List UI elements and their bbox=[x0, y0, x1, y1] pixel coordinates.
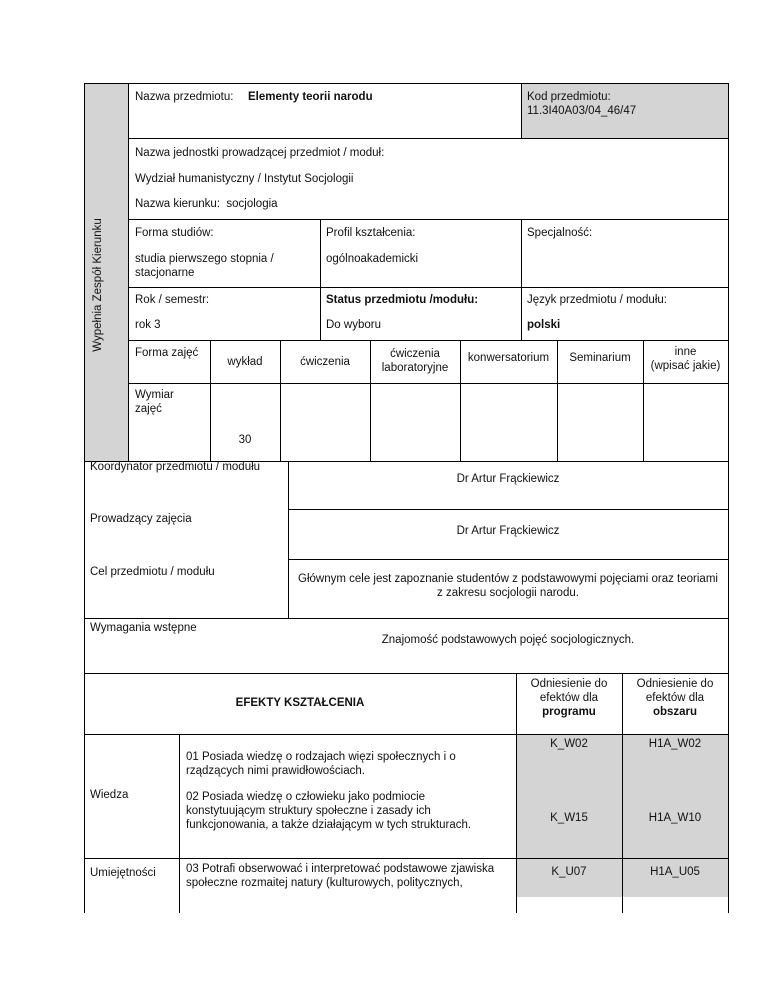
rule bbox=[128, 83, 129, 461]
effect-03-line-2: społeczne rozmaitej natury (kulturowych, politycznych, bbox=[186, 877, 463, 889]
status-value: Do wyboru bbox=[326, 319, 381, 331]
effect-03-prog: K_U07 bbox=[551, 866, 587, 878]
cel-label: Cel przedmiotu / modułu bbox=[90, 566, 215, 578]
unit-value: Wydział humanistyczny / Instytut Socjologii bbox=[135, 173, 354, 185]
effect-01-prog: K_W02 bbox=[550, 738, 588, 750]
rok-label: Rok / semestr: bbox=[135, 294, 210, 306]
spec-label: Specjalność: bbox=[527, 227, 593, 239]
cel-value-2: z zakresu socjologii narodu. bbox=[437, 587, 579, 599]
rule bbox=[84, 618, 728, 619]
effect-01-obsz: H1A_W02 bbox=[648, 738, 702, 750]
rule bbox=[521, 83, 522, 138]
effect-02-obsz: H1A_W10 bbox=[648, 812, 702, 824]
code-label: Kod przedmiotu: bbox=[527, 91, 611, 103]
koord-value: Dr Artur Frąckiewicz bbox=[456, 473, 560, 485]
obsz-header-1: Odniesienie do bbox=[636, 678, 714, 690]
wymiar-label-2: zajęć bbox=[135, 403, 162, 415]
col-seminarium: Seminarium bbox=[569, 352, 631, 364]
col-inne-1: inne bbox=[674, 346, 697, 358]
field-label: Nazwa kierunku: socjologia bbox=[135, 198, 278, 210]
obsz-header-2: efektów dla bbox=[645, 692, 705, 704]
effect-03-obsz: H1A_U05 bbox=[650, 866, 700, 878]
rule bbox=[84, 83, 85, 461]
prow-value: Dr Artur Frąckiewicz bbox=[456, 525, 560, 537]
effect-02-line-2: konstytuującym struktury społeczne i zasady ich bbox=[186, 805, 431, 817]
code-value: 11.3I40A03/04_46/47 bbox=[527, 105, 637, 117]
rule bbox=[288, 509, 728, 510]
rule bbox=[521, 219, 522, 340]
col-cwiczenia: ćwiczenia bbox=[300, 356, 350, 368]
rule bbox=[84, 461, 85, 913]
prog-header-1: Odniesienie do bbox=[530, 678, 608, 690]
col-wyklad: wykład bbox=[227, 356, 263, 368]
effects-title: EFEKTY KSZTAŁCENIA bbox=[235, 697, 365, 709]
effect-02-line-3: funkcjonowania, a także działającym w tych strukturach. bbox=[186, 819, 472, 831]
side-label: Wypełnia Zespół Kierunku bbox=[92, 218, 104, 352]
subject-label: Nazwa przedmiotu: bbox=[135, 91, 234, 103]
rule bbox=[728, 83, 729, 913]
rule bbox=[288, 559, 728, 560]
rule bbox=[128, 138, 728, 139]
rule bbox=[84, 83, 728, 84]
profil-label: Profil kształcenia: bbox=[326, 227, 416, 239]
forma-value-2: stacjonarne bbox=[135, 267, 195, 279]
col-cw-lab-2: laboratoryjne bbox=[381, 362, 449, 374]
effect-01-line-1: 01 Posiada wiedzę o rodzajach więzi społecznych i o bbox=[186, 751, 456, 763]
effect-02-prog: K_W15 bbox=[550, 812, 588, 824]
wymiar-label-1: Wymiar bbox=[135, 389, 174, 401]
rok-value: rok 3 bbox=[135, 319, 161, 331]
effect-03-line-1: 03 Potrafi obserwować i interpretować podstawowe zjawiska bbox=[186, 863, 495, 875]
forma-zajec-label: Forma zajęć bbox=[135, 347, 199, 359]
rule bbox=[179, 734, 180, 913]
wyklad-hours: 30 bbox=[238, 434, 252, 446]
rule bbox=[128, 287, 728, 288]
effect-02-line-1: 02 Posiada wiedzę o człowieku jako podmiocie bbox=[186, 791, 426, 803]
prog-header-2: efektów dla bbox=[539, 692, 599, 704]
rule bbox=[320, 219, 321, 340]
rule bbox=[128, 383, 728, 384]
subject-name: Elementy teorii narodu bbox=[248, 91, 373, 103]
rule bbox=[128, 219, 728, 220]
forma-value-1: studia pierwszego stopnia / bbox=[135, 253, 274, 265]
rule bbox=[84, 734, 728, 735]
prog-header-3: programu bbox=[542, 706, 596, 718]
field-value: socjologia bbox=[226, 198, 278, 210]
obsz-header-3: obszaru bbox=[652, 706, 698, 718]
rule bbox=[84, 673, 728, 674]
wiedza-label: Wiedza bbox=[90, 789, 129, 801]
profil-value: ogólnoakademicki bbox=[326, 253, 419, 265]
jezyk-label: Język przedmiotu / modułu: bbox=[527, 294, 667, 306]
wym-label: Wymagania wstępne bbox=[90, 622, 197, 634]
cel-value-1: Głównym cele jest zapoznanie studentów z podstawowymi pojęciami oraz teoriami bbox=[298, 573, 718, 585]
effect-01-line-2: rządzących nimi prawidłowościach. bbox=[186, 765, 365, 777]
rule bbox=[84, 858, 728, 859]
wym-value: Znajomość podstawowych pojęć socjologicznych. bbox=[381, 634, 635, 646]
jezyk-value: polski bbox=[527, 319, 561, 331]
umiejetnosci-label: Umiejętności bbox=[90, 867, 156, 879]
col-cw-lab-1: ćwiczenia bbox=[390, 348, 440, 360]
status-label: Status przedmiotu /modułu: bbox=[326, 294, 479, 306]
rule bbox=[128, 340, 728, 341]
unit-label: Nazwa jednostki prowadzącej przedmiot / moduł: bbox=[135, 147, 385, 159]
col-konwersatorium: konwersatorium bbox=[467, 352, 550, 364]
prow-label: Prowadzący zajęcia bbox=[90, 513, 192, 525]
forma-label: Forma studiów: bbox=[135, 227, 214, 239]
koord-label: Koordynator przedmiotu / modułu bbox=[90, 461, 261, 473]
col-inne-2: (wpisać jakie) bbox=[650, 360, 721, 372]
